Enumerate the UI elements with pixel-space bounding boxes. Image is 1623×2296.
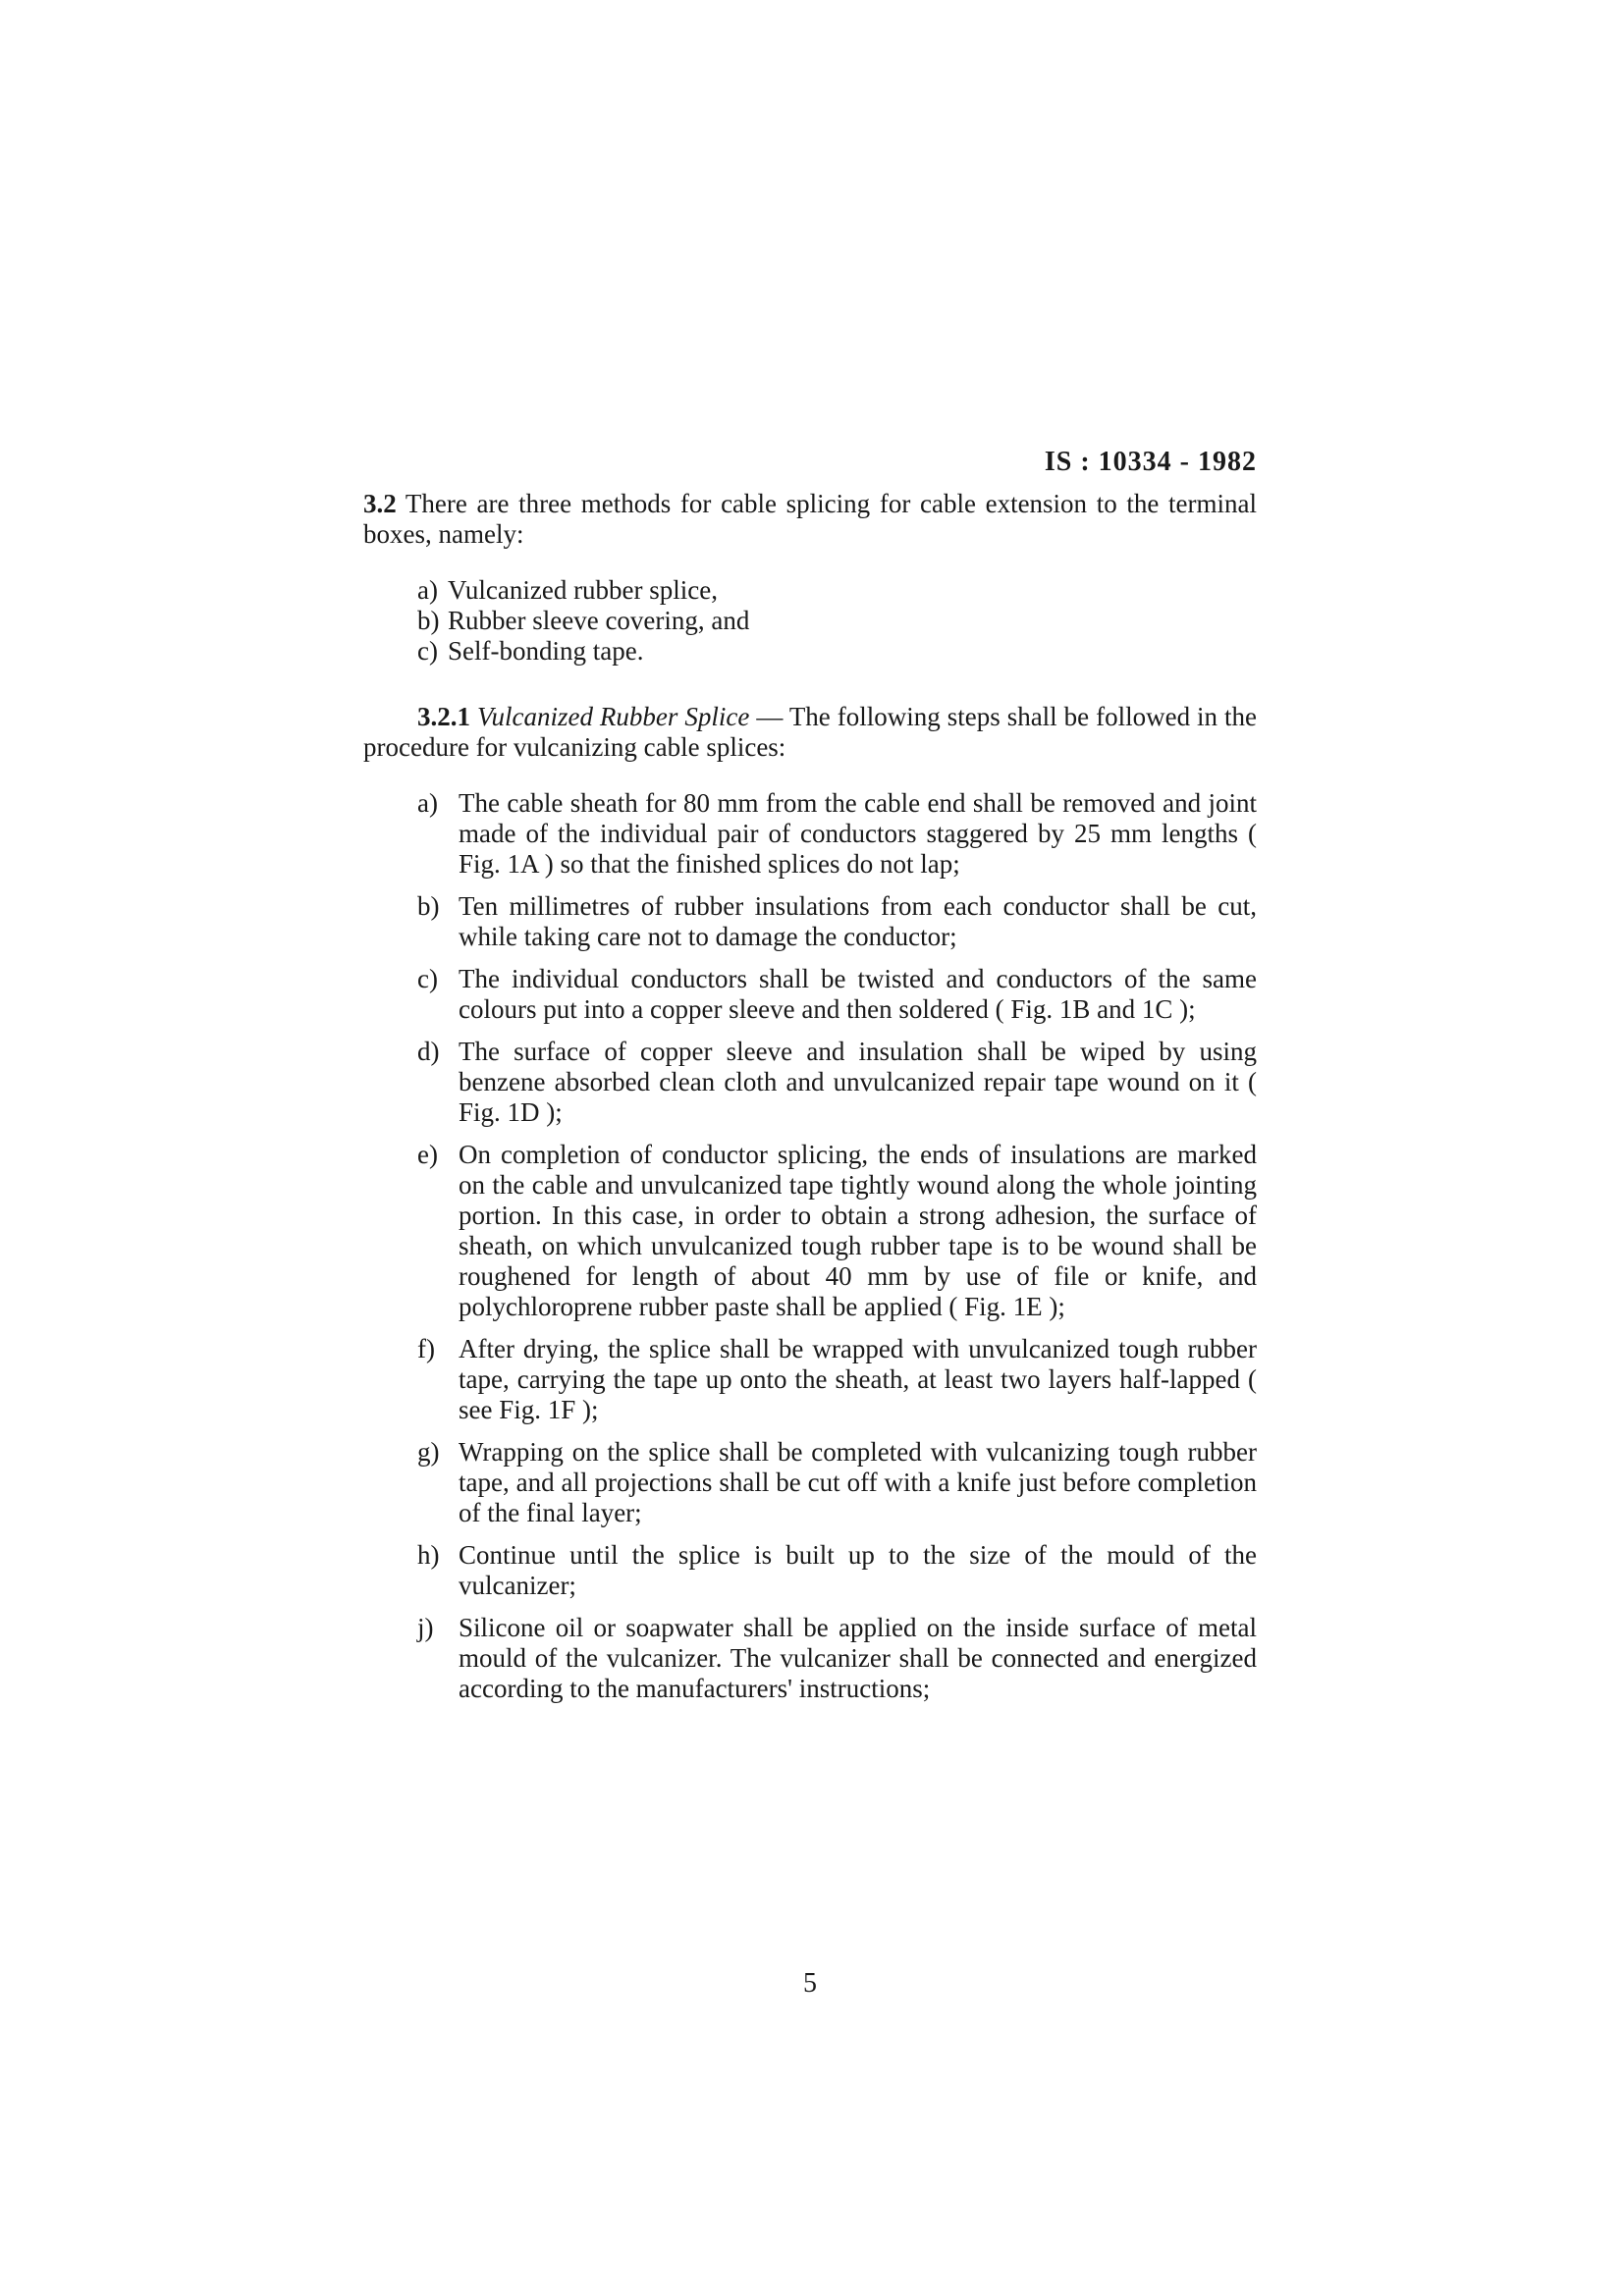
list-item-text: Wrapping on the splice shall be completed with vulcanizing tough rubber tape, and all projections shall be cut off with a knife just before completion of the final layer;: [459, 1437, 1257, 1527]
list-item-text: Rubber sleeve covering, and: [448, 606, 750, 635]
list-marker: f): [417, 1334, 435, 1363]
list-item: [417, 1037, 1257, 1128]
list-item: [417, 788, 1257, 880]
splicing-methods-list: [363, 575, 1257, 667]
list-item-text: Vulcanized rubber splice,: [448, 575, 719, 605]
vulcanizing-steps-list: [363, 788, 1257, 1704]
clause-text: The following steps shall be followed in the procedure for vulcanizing cable splices:: [363, 702, 1258, 762]
list-marker: a): [417, 575, 438, 605]
list-item-text: Ten millimetres of rubber insulations from each conductor shall be cut, while taking care not to damage the conductor;: [459, 891, 1257, 951]
page-number: 5: [803, 1968, 817, 1999]
list-marker: g): [417, 1437, 440, 1467]
list-item: [417, 606, 1257, 636]
list-item: [417, 636, 1257, 667]
list-marker: d): [417, 1037, 440, 1066]
clause-number: 3.2.1: [417, 702, 470, 731]
standard-number-header: IS : 10334 - 1982: [1044, 447, 1257, 477]
list-marker: a): [417, 788, 438, 818]
document-page: [363, 447, 1258, 1999]
list-item: [417, 891, 1257, 952]
clause-text: There are three methods for cable splicing for cable extension to the terminal boxes, namely:: [363, 489, 1257, 549]
clause-number: 3.2: [363, 489, 397, 518]
list-item-text: Silicone oil or soapwater shall be applied on the inside surface of metal mould of the vulcanizer. The vulcanizer shall be connected and energized according to the manufacturers' instructions;: [459, 1613, 1257, 1703]
list-item-text: Continue until the splice is built up to the size of the mould of the vulcanizer;: [459, 1540, 1257, 1600]
list-marker: c): [417, 964, 438, 993]
list-item-text: The cable sheath for 80 mm from the cable end shall be removed and joint made of the individual pair of conductors staggered by 25 mm lengths ( Fig. 1A ) so that the finished splices do not lap;: [459, 788, 1257, 879]
title-dash: —: [749, 702, 789, 731]
clause-3-2: [363, 489, 1257, 550]
list-item-text: After drying, the splice shall be wrapped with unvulcanized tough rubber tape, carrying the tape up onto the sheath, at least two layers half-lapped ( see Fig. 1F );: [459, 1334, 1257, 1424]
list-item: [417, 1613, 1257, 1704]
list-item: [417, 1437, 1257, 1528]
list-item: [417, 1540, 1257, 1601]
list-marker: b): [417, 891, 440, 921]
list-item: [417, 964, 1257, 1025]
list-item: [417, 575, 1257, 606]
list-marker: c): [417, 636, 438, 666]
list-marker: h): [417, 1540, 440, 1570]
list-marker: e): [417, 1140, 438, 1169]
list-item-text: The individual conductors shall be twisted and conductors of the same colours put into a copper sleeve and then soldered ( Fig. 1B and 1C );: [459, 964, 1257, 1024]
list-item-text: Self-bonding tape.: [448, 636, 644, 666]
clause-3-2-1: [363, 702, 1257, 763]
clause-title: Vulcanized Rubber Splice: [476, 702, 750, 731]
list-item-text: On completion of conductor splicing, the ends of insulations are marked on the cable and unvulcanized tape tightly wound along the whole jointing portion. In this case, in order to obtain a strong adhesion, the surface of sheath, on which unvulcanized tough rubber tape is to be wound shall be roughened for length of about 40 mm by use of file or knife, and polychloroprene rubber paste shall be applied ( Fig. 1E );: [459, 1140, 1257, 1321]
list-marker: j): [417, 1613, 434, 1642]
list-item: [417, 1334, 1257, 1425]
list-item-text: The surface of copper sleeve and insulation shall be wiped by using benzene absorbed clean cloth and unvulcanized repair tape wound on it ( Fig. 1D );: [459, 1037, 1257, 1127]
list-marker: b): [417, 606, 440, 635]
list-item: [417, 1140, 1257, 1322]
